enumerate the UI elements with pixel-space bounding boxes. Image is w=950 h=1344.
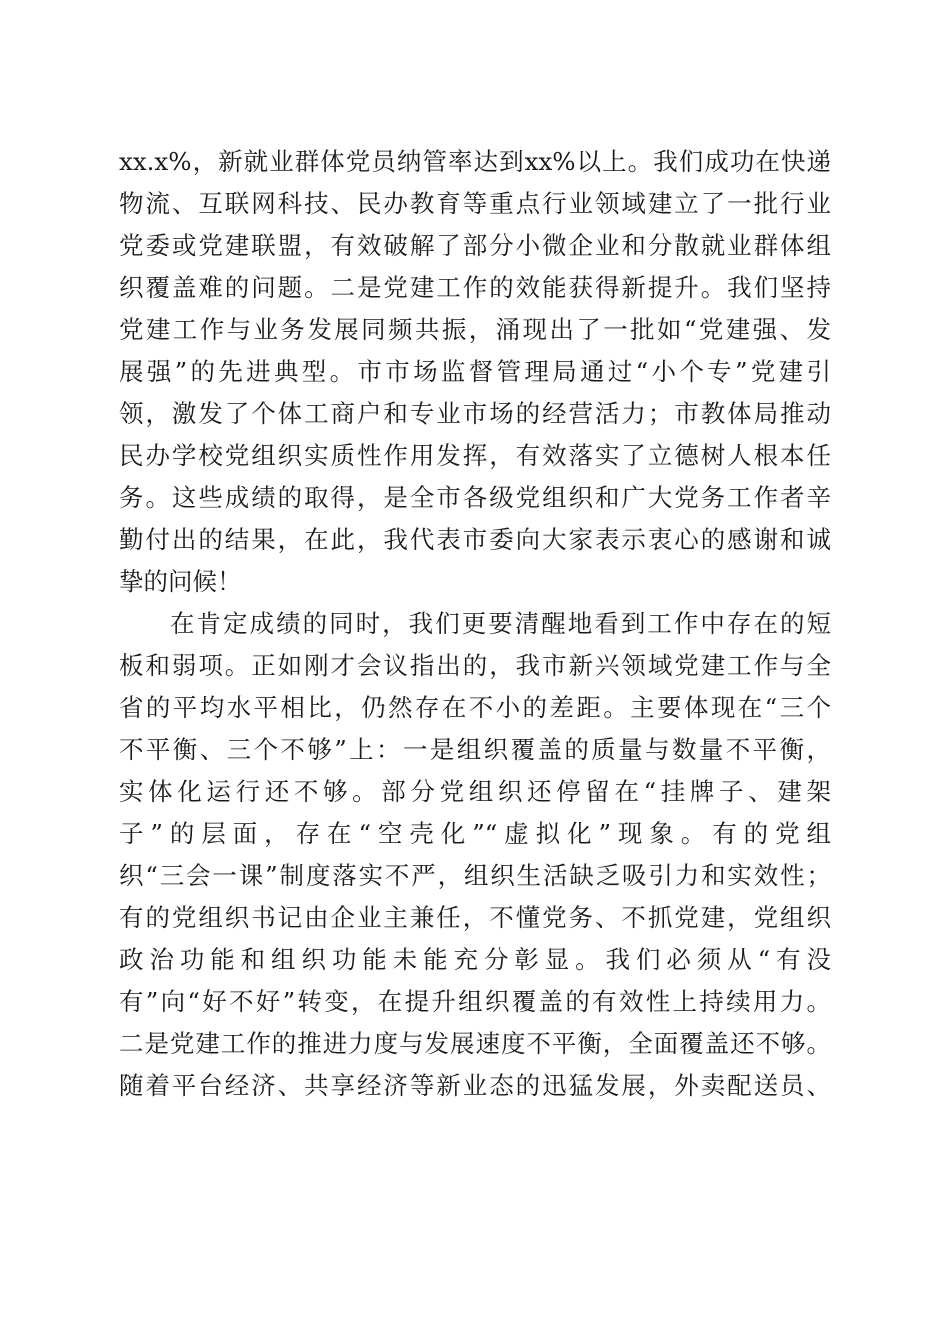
text-line: 党委或党建联盟，有效破解了部分小微企业和分散就业群体组 xyxy=(119,231,831,260)
text-line: 实体化运行还不够。部分党组织还停留在“挂牌子、建架 xyxy=(119,777,831,806)
text-line: 物流、互联网科技、民办教育等重点行业领域建立了一批行业 xyxy=(119,189,831,218)
text-line: 在肯定成绩的同时，我们更要清醒地看到工作中存在的短 xyxy=(170,609,831,638)
text-line: 子”的层面，存在“空壳化”“虚拟化”现象。有的党组 xyxy=(119,819,831,848)
text-line: 不平衡、三个不够”上：一是组织覆盖的质量与数量不平衡， xyxy=(119,735,831,764)
text-line: 民办学校党组织实质性作用发挥，有效落实了立德树人根本任 xyxy=(119,441,831,470)
document-body xyxy=(119,141,831,1107)
text-line: xx.x%，新就业群体党员纳管率达到xx%以上。我们成功在快递 xyxy=(119,147,831,176)
text-line: 织“三会一课”制度落实不严，组织生活缺乏吸引力和实效性； xyxy=(119,861,831,890)
paragraph-2 xyxy=(119,603,831,1107)
text-line: 有”向“好不好”转变，在提升组织覆盖的有效性上持续用力。 xyxy=(119,987,831,1016)
text-line: 有的党组织书记由企业主兼任，不懂党务、不抓党建，党组织 xyxy=(119,903,831,932)
paragraph-1 xyxy=(119,141,831,603)
text-line: 领，激发了个体工商户和专业市场的经营活力；市教体局推动 xyxy=(119,399,831,428)
text-line: 省的平均水平相比，仍然存在不小的差距。主要体现在“三个 xyxy=(119,693,831,722)
text-line: 织覆盖难的问题。二是党建工作的效能获得新提升。我们坚持 xyxy=(119,273,831,302)
text-line: 勤付出的结果，在此，我代表市委向大家表示衷心的感谢和诚 xyxy=(119,525,831,554)
text-line: 挚的问候！ xyxy=(119,567,242,596)
text-line: 政治功能和组织功能未能充分彰显。我们必须从“有没 xyxy=(119,945,831,974)
text-line: 党建工作与业务发展同频共振，涌现出了一批如“党建强、发 xyxy=(119,315,831,344)
text-line: 板和弱项。正如刚才会议指出的，我市新兴领域党建工作与全 xyxy=(119,651,831,680)
text-line: 二是党建工作的推进力度与发展速度不平衡，全面覆盖还不够。 xyxy=(119,1029,831,1058)
text-line: 展强”的先进典型。市市场监督管理局通过“小个专”党建引 xyxy=(119,357,831,386)
text-line: 务。这些成绩的取得，是全市各级党组织和广大党务工作者辛 xyxy=(119,483,831,512)
text-line: 随着平台经济、共享经济等新业态的迅猛发展，外卖配送员、 xyxy=(119,1071,831,1100)
